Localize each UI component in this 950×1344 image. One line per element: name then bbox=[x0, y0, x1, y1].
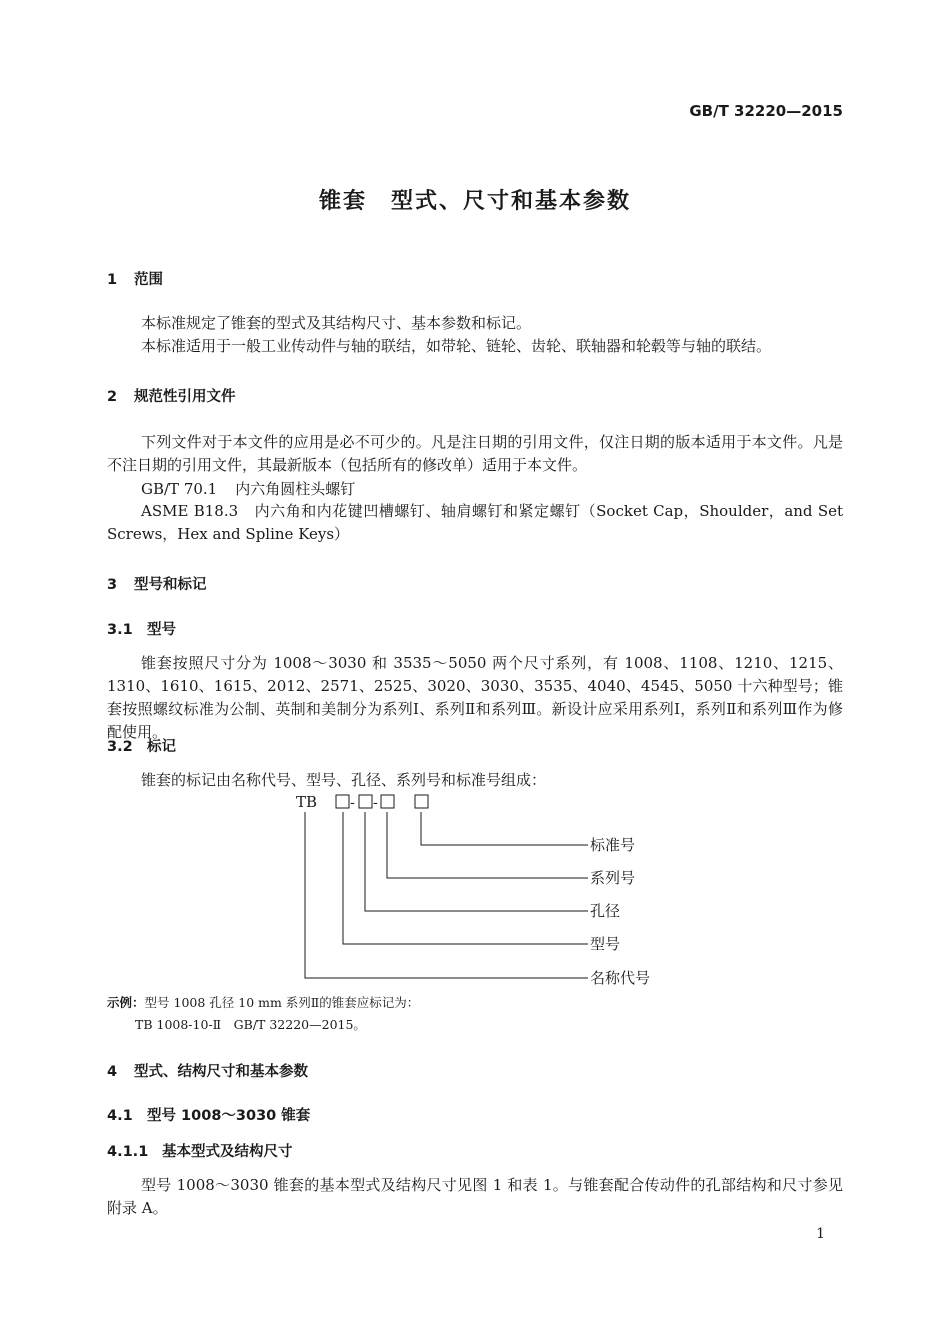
leader-line-standard bbox=[421, 812, 588, 845]
section-title: 基本型式及结构尺寸 bbox=[162, 1144, 293, 1160]
paragraph: 下列文件对于本文件的应用是必不可少的。凡是注日期的引用文件，仅注日期的版本适用于本文件。凡是不注日期的引用文件，其最新版本（包括所有的修改单）适用于本文件。 bbox=[107, 433, 843, 474]
section-title: 标记 bbox=[147, 739, 176, 755]
example-marking: TB 1008-10-Ⅱ GB/T 32220—2015。 bbox=[135, 1017, 366, 1032]
section-title: 规范性引用文件 bbox=[134, 389, 236, 405]
example bbox=[107, 993, 419, 1011]
diagram-label-model: 型号 bbox=[590, 935, 621, 953]
section-number: 3 bbox=[107, 577, 118, 593]
marking-box-series bbox=[381, 795, 394, 808]
diagram-label-standard: 标准号 bbox=[590, 836, 636, 854]
marking-box-standard bbox=[415, 795, 428, 808]
section-title: 范围 bbox=[134, 272, 163, 288]
section-title: 型号 bbox=[147, 622, 176, 638]
page-title: 锥套 型式、尺寸和基本参数 bbox=[318, 189, 631, 214]
reference-code: GB/T 70.1 bbox=[141, 480, 218, 498]
section-number: 4 bbox=[107, 1064, 118, 1080]
diagram-label-name-code: 名称代号 bbox=[590, 969, 651, 987]
reference-code: ASME B18.3 bbox=[141, 502, 239, 520]
example-text: 型号 1008 孔径 10 mm 系列Ⅱ的锥套应标记为： bbox=[144, 995, 420, 1010]
reference-title: 内六角圆柱头螺钉 bbox=[235, 480, 356, 498]
section-title: 型号 1008～3030 锥套 bbox=[147, 1108, 311, 1124]
section-number: 4.1 bbox=[107, 1108, 133, 1124]
section-4-1-heading bbox=[107, 1104, 310, 1125]
section-4-1-1-heading bbox=[107, 1140, 293, 1161]
diagram-label-bore: 孔径 bbox=[590, 902, 621, 920]
section-number: 3.1 bbox=[107, 622, 133, 638]
diagram-label-series: 系列号 bbox=[590, 869, 636, 887]
page-number: 1 bbox=[816, 1226, 825, 1242]
section-number: 2 bbox=[107, 389, 118, 405]
marking-box-bore bbox=[359, 795, 372, 808]
marking-separator: - bbox=[373, 795, 378, 811]
leader-line-name-code bbox=[305, 812, 588, 978]
paragraph: 型号 1008～3030 锥套的基本型式及结构尺寸见图 1 和表 1。与锥套配合传动件的孔部结构和尺寸参见附录 A。 bbox=[107, 1176, 843, 1217]
section-number: 3.2 bbox=[107, 739, 133, 755]
paragraph: 本标准适用于一般工业传动件与轴的联结，如带轮、链轮、齿轮、联轴器和轮毂等与轴的联结。 bbox=[141, 337, 772, 355]
section-title: 型式、结构尺寸和基本参数 bbox=[134, 1064, 308, 1080]
standard-number: GB/T 32220—2015 bbox=[689, 102, 843, 120]
marking-box-model bbox=[336, 795, 349, 808]
section-number: 4.1.1 bbox=[107, 1144, 149, 1160]
example-label: 示例： bbox=[107, 995, 145, 1010]
reference-title: 内六角和内花键凹槽螺钉、轴肩螺钉和紧定螺钉（Socket Cap，Shoulder，and Set Screws，Hex and Spline Keys） bbox=[107, 502, 843, 543]
marking-prefix: TB bbox=[296, 793, 318, 811]
section-title: 型号和标记 bbox=[134, 577, 207, 593]
paragraph: 锥套的标记由名称代号、型号、孔径、系列号和标准号组成： bbox=[141, 771, 547, 789]
paragraph: 锥套按照尺寸分为 1008～3030 和 3535～5050 两个尺寸系列，有 1008、1108、1210、1215、1310、1610、1615、2012、2571、2525、3020、3030、3535、4040、4545、5050 十六种型号；锥套按照螺纹标准为公制、英制和美制分为系列Ⅰ、系列Ⅱ和系列Ⅲ。新设计应采用系列Ⅰ，系列Ⅱ和系列Ⅲ作为修配使用。 bbox=[107, 654, 843, 741]
section-4-heading bbox=[107, 1060, 308, 1081]
marking-separator: - bbox=[350, 795, 355, 811]
section-number: 1 bbox=[107, 272, 118, 288]
paragraph: 本标准规定了锥套的型式及其结构尺寸、基本参数和标记。 bbox=[141, 314, 532, 332]
leader-line-bore bbox=[365, 812, 588, 911]
